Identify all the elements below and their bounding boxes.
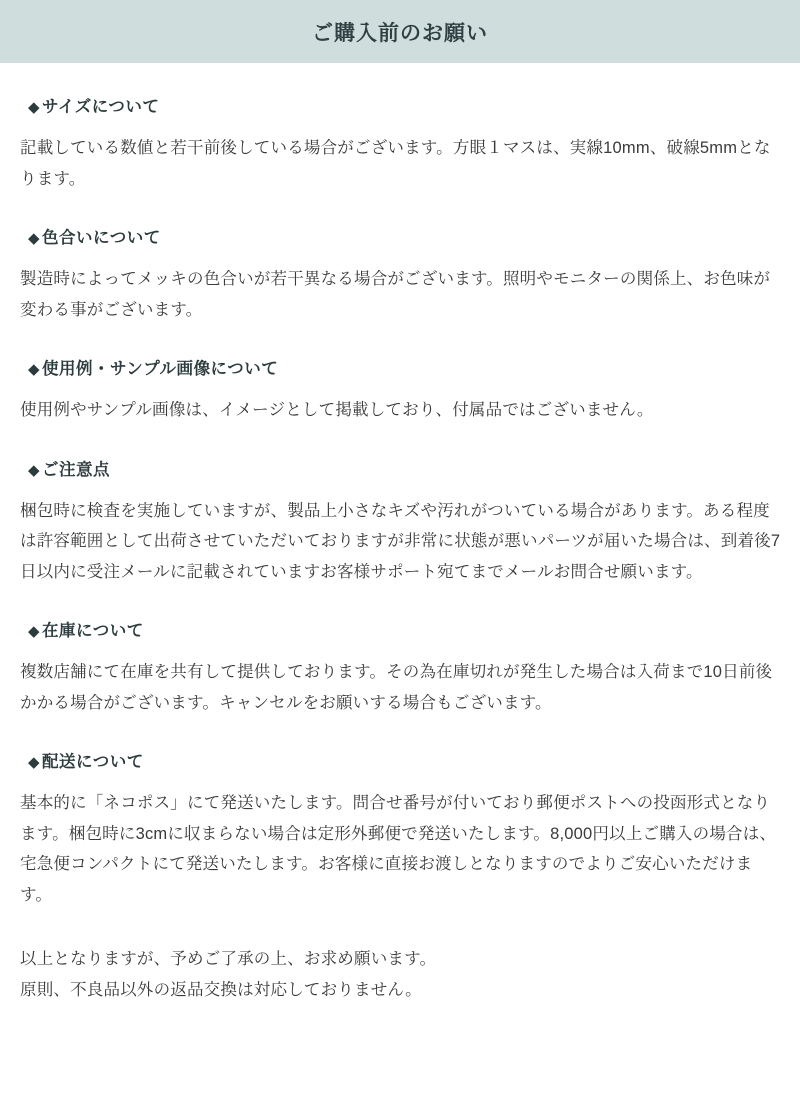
diamond-icon: ◆ bbox=[28, 230, 41, 248]
section-heading bbox=[28, 748, 782, 772]
section-heading-label: ご注意点 bbox=[42, 460, 111, 479]
page-banner bbox=[0, 0, 800, 63]
diamond-icon: ◆ bbox=[28, 754, 41, 772]
section-heading bbox=[28, 617, 782, 641]
diamond-icon: ◆ bbox=[28, 99, 41, 116]
section-stock bbox=[18, 617, 782, 718]
diamond-icon: ◆ bbox=[28, 461, 41, 479]
page-title: ご購入前のお願い bbox=[312, 21, 488, 45]
section-color bbox=[18, 224, 782, 325]
diamond-icon: ◆ bbox=[28, 361, 41, 379]
section-heading-label: サイズについて bbox=[42, 98, 160, 116]
section-body: 複数店舗にて在庫を共有して提供しております。その為在庫切れが発生した場合は入荷まで10日前後かかる場合がございます。キャンセルをお願いする場合もございます。 bbox=[20, 663, 773, 712]
section-body: 製造時によってメッキの色合いが若干異なる場合がございます。照明やモニターの関係上、お色味が変わる事がございます。 bbox=[20, 270, 771, 319]
section-body: 記載している数値と若干前後している場合がございます。方眼１マスは、実線10mm、破線5mmとなります。 bbox=[20, 139, 771, 188]
section-heading bbox=[28, 224, 782, 248]
section-cautions bbox=[18, 456, 782, 588]
diamond-icon: ◆ bbox=[28, 623, 41, 641]
section-shipping bbox=[18, 748, 782, 910]
section-heading bbox=[28, 93, 782, 117]
notice-content bbox=[0, 93, 800, 1015]
closing-note bbox=[20, 944, 782, 1005]
closing-line-1: 以上となりますが、予めご了承の上、お求め願います。 bbox=[20, 950, 437, 969]
section-heading bbox=[28, 456, 782, 480]
section-body: 基本的に「ネコポス」にて発送いたします。問合せ番号が付いており郵便ポストへの投函形式となります。梱包時に3cmに収まらない場合は定形外郵便で発送いたします。8,000円以上ご購入の場合は、宅急便コンパクトにて発送いたします。お客様に直接お渡しとなりますのでよりご安心いただけます。 bbox=[20, 794, 777, 904]
section-heading-label: 在庫について bbox=[42, 622, 144, 641]
section-sample-images bbox=[18, 355, 782, 426]
section-heading bbox=[28, 355, 782, 379]
section-body: 梱包時に検査を実施していますが、製品上小さなキズや汚れがついている場合があります。ある程度は許容範囲として出荷させていただいておりますが非常に状態が悪いパーツが届いた場合は、到着後7日以内に受注メールに記載されていますお客様サポート宛てまでメールお問合せ願います。 bbox=[20, 501, 781, 581]
section-body: 使用例やサンプル画像は、イメージとして掲載しており、付属品ではございません。 bbox=[20, 401, 654, 420]
section-heading-label: 配送について bbox=[42, 753, 144, 772]
section-heading-label: 色合いについて bbox=[42, 229, 161, 248]
section-heading-label: 使用例・サンプル画像について bbox=[42, 360, 279, 379]
section-size bbox=[18, 93, 782, 194]
closing-line-2: 原則、不良品以外の返品交換は対応しておりません。 bbox=[20, 980, 422, 999]
